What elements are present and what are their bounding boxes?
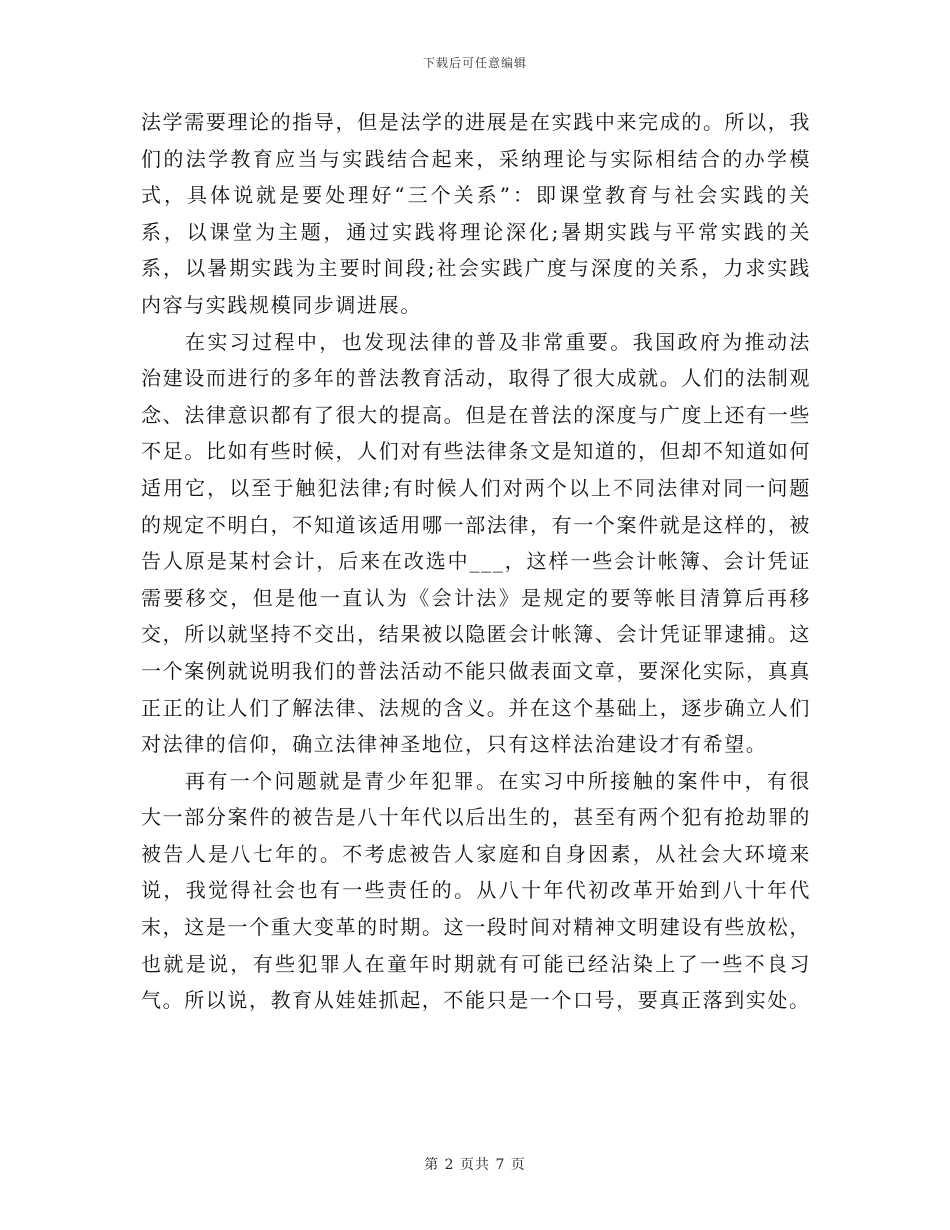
paragraph-3: 再有一个问题就是青少年犯罪。在实习中所接触的案件中，有很大一部分案件的被告是八十年代以后出生的，甚至有两个犯有抢劫罪的被告人是八七年的。不考虑被告人家庭和自身因素，从社会大环境来说，我觉得社会也有一些责任的。从八十年代初改革开始到八十年代末，这是一个重大变革的时期。这一段时间对精神文明建设有些放松，也就是说，有些犯罪人在童年时期就有可能已经沾染上了一些不良习气。所以说，教育从娃娃抓起，不能只是一个口号，要真正落到实处。: [141, 768, 811, 1013]
paragraph-1: 法学需要理论的指导，但是法学的进展是在实践中来完成的。所以，我们的法学教育应当与实践结合起来，采纳理论与实际相结合的办学模式，具体说就是要处理好“三个关系”：即课堂教育与社会实践的关系，以课堂为主题，通过实践将理论深化;暑期实践与平常实践的关系，以暑期实践为主要时间段;社会实践广度与深度的关系，力求实践内容与实践规模同步调进展。: [141, 110, 811, 317]
document-body: [141, 104, 811, 1019]
paragraph-2: 在实习过程中，也发现法律的普及非常重要。我国政府为推动法治建设而进行的多年的普法教育活动，取得了很大成就。人们的法制观念、法律意识都有了很大的提高。但是在普法的深度与广度上还有一些不足。比如有些时候，人们对有些法律条文是知道的，但却不知道如何适用它，以至于触犯法律;有时候人们对两个以上不同法律对同一问题的规定不明白，不知道该适用哪一部法律，有一个案件就是这样的，被告人原是某村会计，后来在改选中___，这样一些会计帐簿、会计凭证需要移交，但是他一直认为《会计法》是规定的要等帐目清算后再移交，所以就坚持不交出，结果被以隐匿会计帐簿、会计凭证罪逮捕。这一个案例就说明我们的普法活动不能只做表面文章，要深化实际，真真正正的让人们了解法律、法规的含义。并在这个基础上，逐步确立人们对法律的信仰，确立法律神圣地位，只有这样法治建设才有希望。: [141, 329, 811, 757]
page-header: 下载后可任意编辑: [422, 56, 527, 70]
page-footer: 第 2 页共 7 页: [424, 1157, 526, 1173]
